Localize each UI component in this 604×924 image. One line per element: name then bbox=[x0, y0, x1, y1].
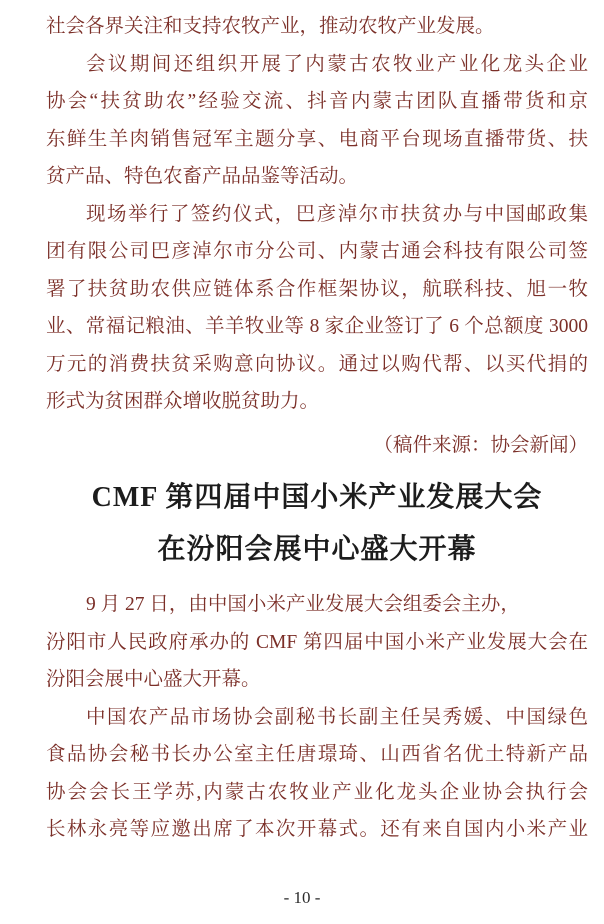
article-heading: 在汾阳会展中心盛大开幕 bbox=[157, 534, 477, 565]
body-line: 中国农产品市场协会副秘书长副主任吴秀媛、中国绿色 bbox=[86, 706, 588, 728]
body-line: 万元的消费扶贫采购意向协议。通过以购代帮、以买代捐的 bbox=[46, 353, 588, 375]
body-line: 业、常福记粮油、羊羊牧业等 8 家企业签订了 6 个总额度 3000 bbox=[46, 316, 588, 337]
body-line: 现场举行了签约仪式，巴彦淖尔市扶贫办与中国邮政集 bbox=[86, 203, 588, 225]
body-line: 协会“扶贫助农”经验交流、抖音内蒙古团队直播带货和京 bbox=[46, 91, 588, 112]
body-line: 9 月 27 日，由中国小米产业发展大会组委会主办， bbox=[86, 594, 520, 615]
body-line: 形式为贫困群众增收脱贫助力。 bbox=[46, 391, 320, 412]
body-line: 团有限公司巴彦淖尔市分公司、内蒙古通会科技有限公司签 bbox=[46, 241, 588, 262]
body-line: 协会会长王学苏,内蒙古农牧业产业化龙头企业协会执行会 bbox=[46, 781, 588, 803]
page-number: - 10 - bbox=[283, 887, 321, 907]
body-line: 贫产品、特色农畜产品品鉴等活动。 bbox=[46, 166, 359, 187]
article-heading: CMF 第四届中国小米产业发展大会 bbox=[91, 482, 543, 513]
body-line: 东鲜生羊肉销售冠军主题分享、电商平台现场直播带货、扶 bbox=[46, 128, 588, 150]
body-line: 汾阳会展中心盛大开幕。 bbox=[46, 669, 261, 690]
body-line: 署了扶贫助农供应链体系合作框架协议，航联科技、旭一牧 bbox=[46, 278, 588, 300]
body-line: 汾阳市人民政府承办的 CMF 第四届中国小米产业发展大会在 bbox=[46, 631, 588, 653]
body-line: 社会各界关注和支持农牧产业，推动农牧产业发展。 bbox=[46, 16, 495, 37]
body-line: 会议期间还组织开展了内蒙古农牧业产业化龙头企业 bbox=[86, 53, 588, 75]
body-line: 食品协会秘书长办公室主任唐璟琦、山西省名优土特新产品 bbox=[46, 744, 588, 765]
source-attribution: （稿件来源：协会新闻） bbox=[373, 434, 588, 456]
body-line: 长林永亮等应邀出席了本次开幕式。还有来自国内小米产业 bbox=[46, 819, 588, 840]
